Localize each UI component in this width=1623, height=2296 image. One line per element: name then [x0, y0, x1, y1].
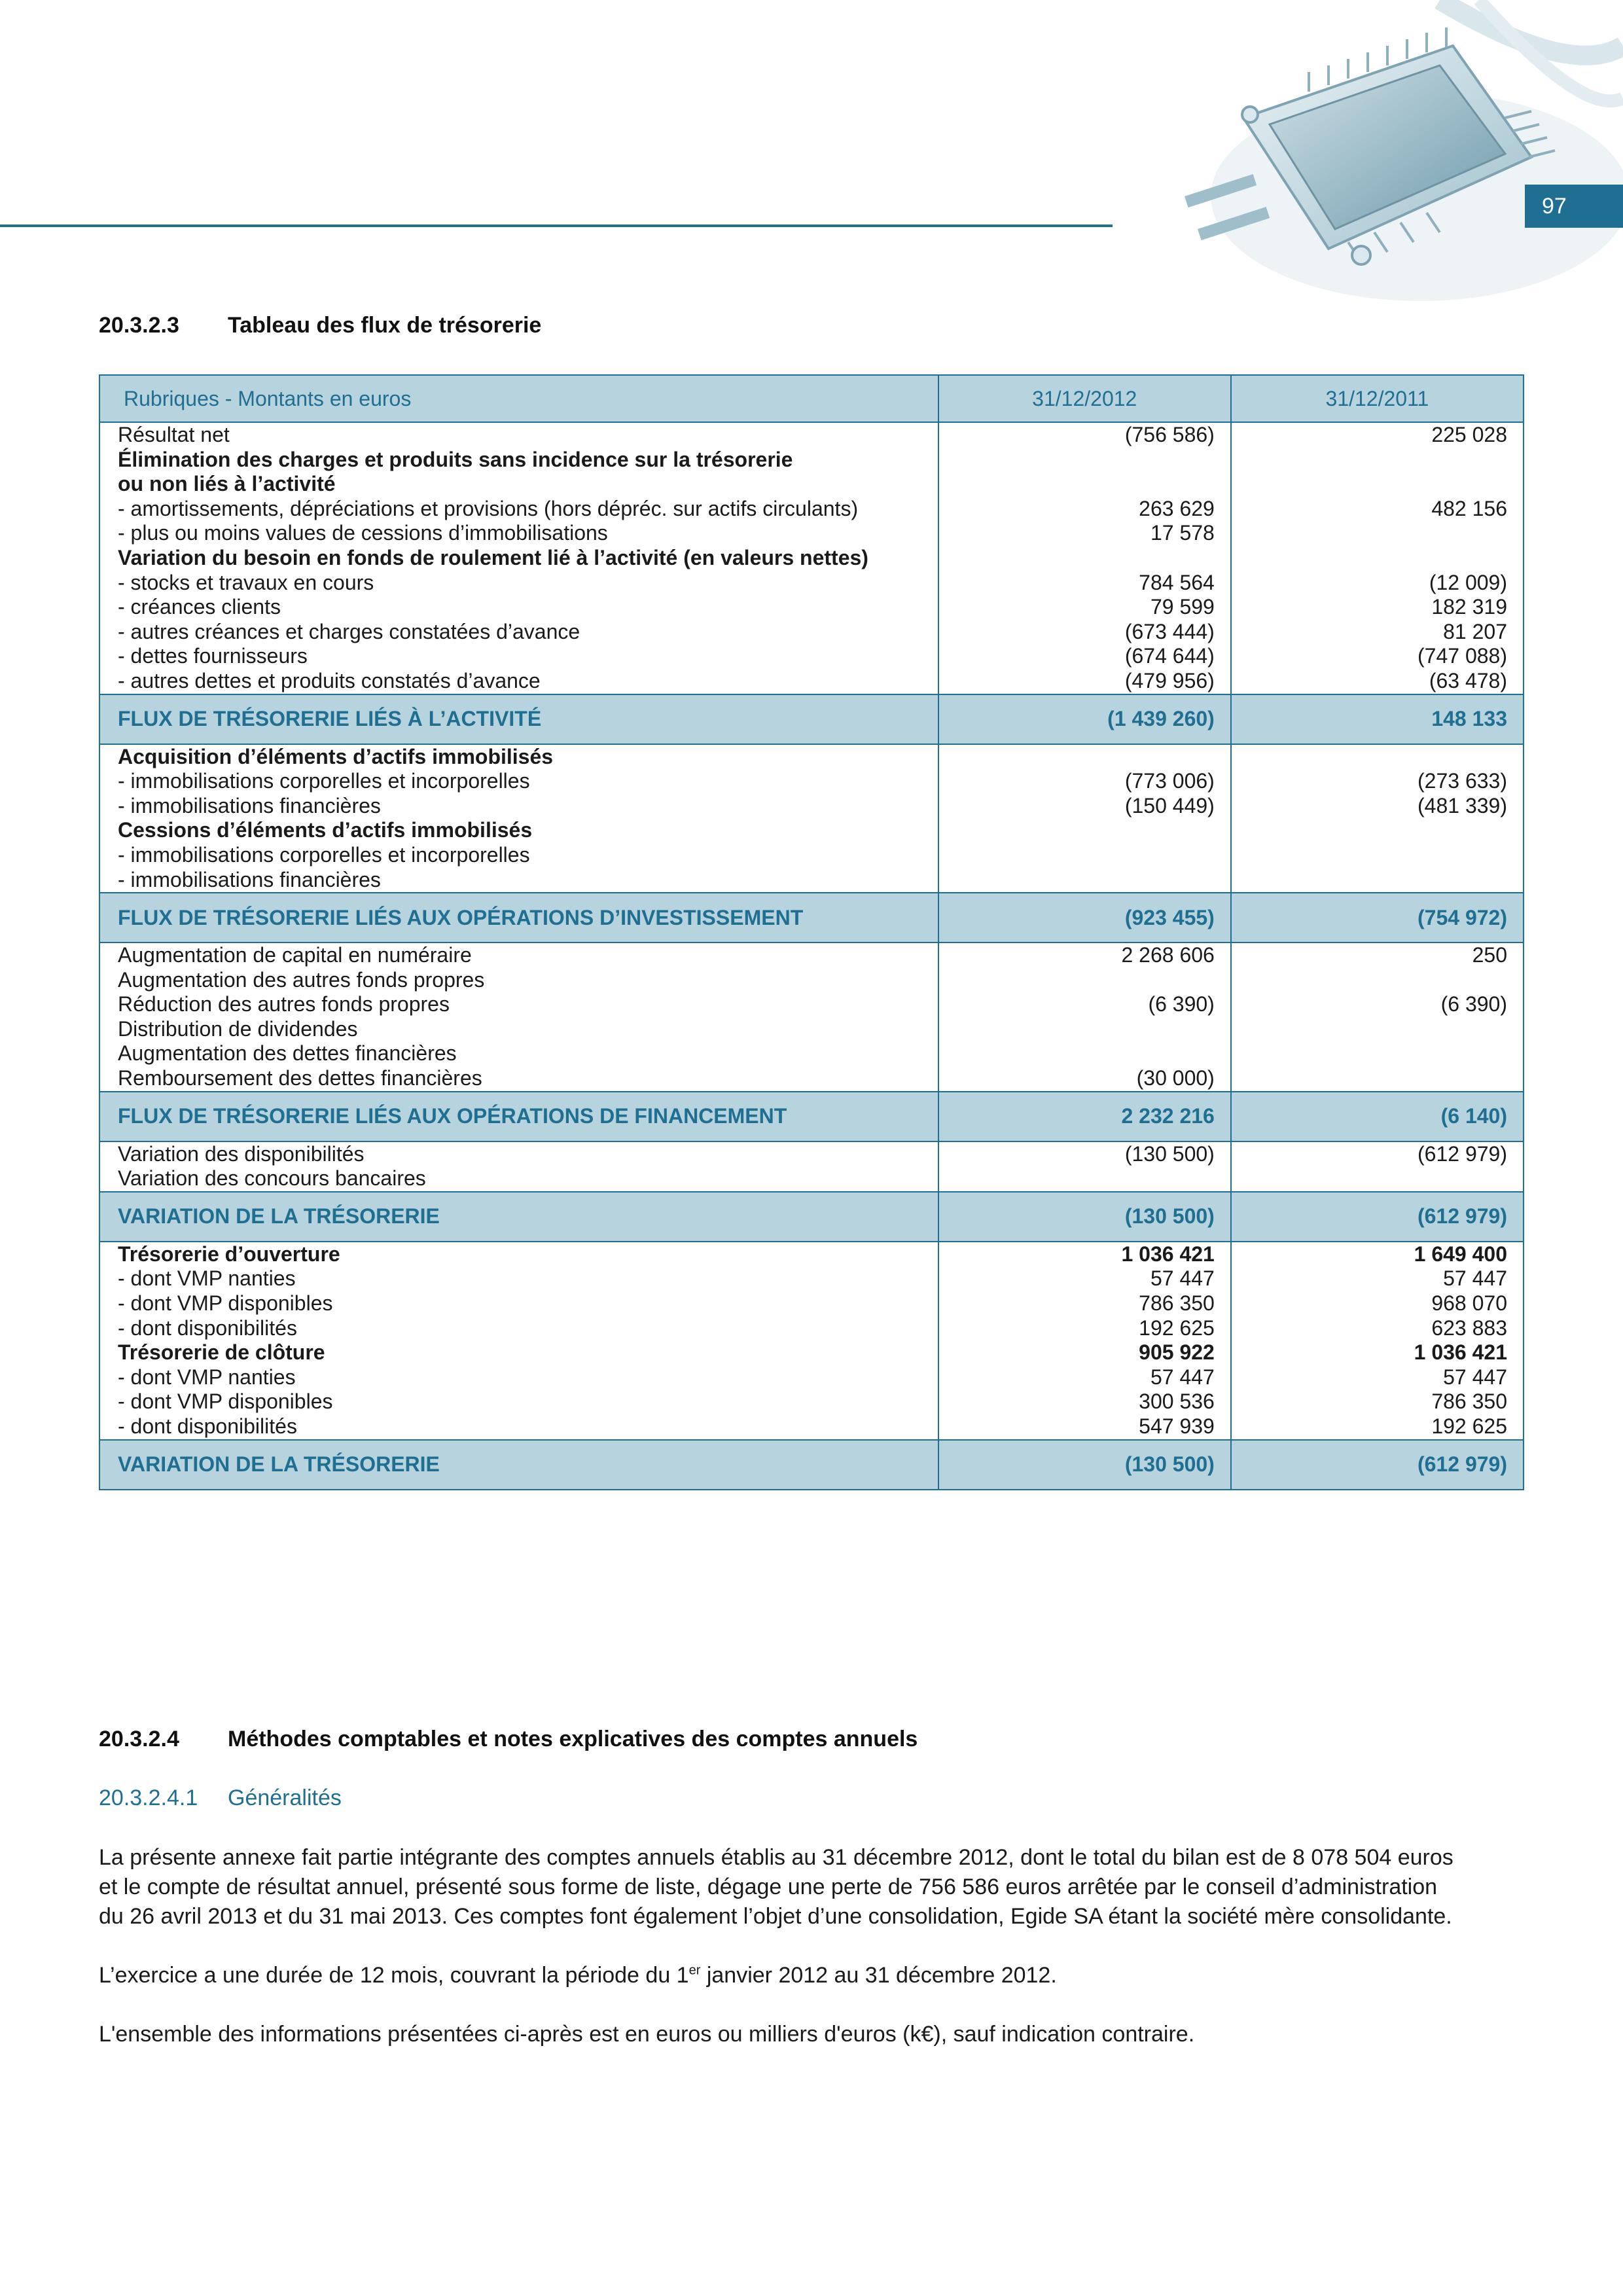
- value-2012: [939, 818, 1215, 843]
- table-body-block: [99, 942, 1524, 1092]
- value-2011: 623 883: [1431, 1316, 1507, 1340]
- table-cell: [1231, 744, 1524, 893]
- value-2011: [1232, 1041, 1507, 1066]
- value-2012: (479 956): [1124, 668, 1215, 692]
- table-cell: [1231, 1141, 1524, 1192]
- paragraph-line: du 26 avril 2013 et du 31 mai 2013. Ces comptes font également l’objet d’une consolidation, Egide SA étant la société mère consolidante.: [99, 1904, 1452, 1929]
- ordinal-superscript: er: [688, 1963, 701, 1978]
- row-label: - dont VMP disponibles: [118, 1390, 333, 1414]
- section-number: 20.3.2.4: [99, 1727, 179, 1751]
- value-2012: 786 350: [1139, 1291, 1215, 1316]
- section-heading-cash-flow: [99, 313, 541, 338]
- paragraph-text: janvier 2012 au 31 décembre 2012.: [700, 1963, 1057, 1988]
- table-cell: [938, 744, 1231, 893]
- value-2011: 81 207: [1443, 619, 1507, 643]
- value-2011: 225 028: [1431, 423, 1507, 446]
- paragraph-line: La présente annexe fait partie intégrante des comptes annuels établis au 31 décembre 2012, dont le total du bilan est de 8 078 504 euros: [99, 1845, 1454, 1870]
- table-body-block: [99, 1141, 1524, 1192]
- table-body-block: [99, 1242, 1524, 1440]
- row-label: - autres créances et charges constatées d’avance: [118, 619, 580, 643]
- row-label: Augmentation des autres fonds propres: [118, 967, 485, 992]
- row-label: - immobilisations corporelles et incorporelles: [118, 842, 530, 867]
- total-value-2012: (130 500): [938, 1440, 1231, 1490]
- value-2012: 57 447: [1150, 1365, 1215, 1389]
- row-label: - stocks et travaux en cours: [118, 570, 374, 594]
- table-body-block: [99, 422, 1524, 694]
- column-header-2011: 31/12/2011: [1231, 375, 1524, 422]
- value-2012: [939, 472, 1215, 497]
- value-2011: [1232, 448, 1507, 473]
- total-row: [99, 1440, 1524, 1490]
- total-value-2012: (130 500): [938, 1192, 1231, 1242]
- value-2011: [1232, 1017, 1507, 1042]
- value-2012: [939, 1017, 1215, 1042]
- column-header-2012: 31/12/2012: [938, 375, 1231, 422]
- paragraph-fiscal-year: [99, 1961, 1524, 1990]
- value-2012: 192 625: [1139, 1316, 1215, 1340]
- value-2011: 1 036 421: [1414, 1340, 1507, 1365]
- value-2012: (6 390): [1148, 992, 1215, 1016]
- row-label: Trésorerie de clôture: [118, 1340, 325, 1365]
- value-2012: 547 939: [1139, 1414, 1215, 1438]
- row-label: - autres dettes et produits constatés d’avance: [118, 668, 541, 692]
- value-2011: [1232, 1166, 1507, 1191]
- value-2012: 79 599: [1150, 595, 1215, 619]
- value-2011: (747 088): [1418, 644, 1507, 668]
- value-2011: (273 633): [1418, 769, 1507, 793]
- row-label: - dettes fournisseurs: [118, 644, 308, 668]
- value-2011: 57 447: [1443, 1365, 1507, 1389]
- value-2012: 300 536: [1139, 1390, 1215, 1414]
- value-2011: 250: [1472, 943, 1507, 967]
- section-title-text: Méthodes comptables et notes explicatives des comptes annuels: [228, 1727, 918, 1751]
- table-cell: [938, 1242, 1231, 1440]
- value-2012: [939, 968, 1215, 993]
- column-header-label: Rubriques - Montants en euros: [99, 375, 938, 422]
- row-label: Augmentation des dettes financières: [118, 1041, 457, 1066]
- value-2012: (130 500): [1124, 1141, 1215, 1166]
- value-2011: (6 390): [1440, 992, 1507, 1016]
- row-label: - créances clients: [118, 595, 281, 619]
- row-label: Résultat net: [118, 423, 230, 446]
- total-value-2012: 2 232 216: [938, 1092, 1231, 1141]
- row-label: Élimination des charges et produits sans incidence sur la trésorerie: [118, 447, 793, 471]
- table-header-row: [99, 375, 1524, 422]
- section-heading-methods: [99, 1727, 918, 1752]
- row-label: Acquisition d’éléments d’actifs immobilisés: [118, 744, 554, 768]
- subsection-title: Généralités: [228, 1785, 342, 1810]
- table-cell: [1231, 422, 1524, 694]
- value-2011: 192 625: [1431, 1414, 1507, 1438]
- value-2011: [1232, 818, 1507, 843]
- table-cell: [99, 942, 938, 1092]
- value-2011: 786 350: [1431, 1390, 1507, 1414]
- row-label: - dont disponibilités: [118, 1316, 297, 1340]
- table-cell: [99, 1141, 938, 1192]
- total-value-2011: (612 979): [1231, 1192, 1524, 1242]
- total-label: VARIATION DE LA TRÉSORERIE: [99, 1192, 938, 1242]
- total-value-2011: (6 140): [1231, 1092, 1524, 1141]
- value-2012: [939, 448, 1215, 473]
- table-cell: [938, 422, 1231, 694]
- value-2011: (612 979): [1418, 1141, 1507, 1166]
- value-2012: (673 444): [1124, 619, 1215, 643]
- row-label: Distribution de dividendes: [118, 1016, 358, 1041]
- table-body-block: [99, 744, 1524, 893]
- value-2012: (674 644): [1124, 644, 1215, 668]
- paragraph-line: et le compte de résultat annuel, présenté sous forme de liste, dégage une perte de 756 586 euros arrêtée par le conseil d’administration: [99, 1874, 1438, 1899]
- row-label: Cessions d’éléments d’actifs immobilisés: [118, 818, 533, 842]
- total-row: [99, 1092, 1524, 1141]
- row-label: Trésorerie d’ouverture: [118, 1242, 340, 1266]
- cash-flow-table: [99, 374, 1524, 1490]
- total-value-2011: (754 972): [1231, 893, 1524, 942]
- total-label: FLUX DE TRÉSORERIE LIÉS À L’ACTIVITÉ: [99, 694, 938, 744]
- paragraph-currency-note: L'ensemble des informations présentées ci-après est en euros ou milliers d'euros (k€), sauf indication contraire.: [99, 2022, 1195, 2047]
- value-2011: [1232, 472, 1507, 497]
- row-label: - plus ou moins values de cessions d’immobilisations: [118, 521, 608, 545]
- row-label: - dont VMP nanties: [118, 1266, 296, 1291]
- value-2012: (150 449): [1124, 793, 1215, 817]
- page-number: 97: [1525, 185, 1623, 228]
- value-2011: (481 339): [1418, 793, 1507, 817]
- row-label: ou non liés à l’activité: [118, 472, 336, 496]
- subsection-heading: [99, 1785, 342, 1811]
- value-2011: [1232, 868, 1507, 893]
- table-cell: [938, 942, 1231, 1092]
- value-2011: [1232, 1066, 1507, 1091]
- value-2012: [939, 1041, 1215, 1066]
- value-2012: [939, 745, 1215, 770]
- value-2012: 263 629: [1139, 496, 1215, 520]
- section-number: 20.3.2.3: [99, 313, 179, 338]
- value-2012: 905 922: [1139, 1340, 1215, 1365]
- value-2011: [1232, 745, 1507, 770]
- row-label: - amortissements, dépréciations et provisions (hors dépréc. sur actifs circulants): [118, 496, 859, 520]
- total-label: FLUX DE TRÉSORERIE LIÉS AUX OPÉRATIONS D’INVESTISSEMENT: [99, 893, 938, 942]
- value-2011: (12 009): [1429, 570, 1507, 594]
- table-cell: [99, 1242, 938, 1440]
- paragraph-text: L’exercice a une durée de 12 mois, couvrant la période du 1: [99, 1963, 689, 1988]
- value-2012: 57 447: [1150, 1266, 1215, 1291]
- total-value-2012: (923 455): [938, 893, 1231, 942]
- value-2011: 1 649 400: [1414, 1242, 1507, 1266]
- value-2011: [1232, 521, 1507, 546]
- table-cell: [99, 744, 938, 893]
- value-2012: (30 000): [1136, 1066, 1215, 1090]
- total-row: [99, 1192, 1524, 1242]
- paragraph-annex-intro: [99, 1843, 1524, 1931]
- value-2011: 57 447: [1443, 1266, 1507, 1291]
- row-label: - immobilisations financières: [118, 867, 381, 891]
- value-2012: (756 586): [1124, 423, 1215, 446]
- value-2011: (63 478): [1429, 668, 1507, 692]
- value-2012: [939, 1166, 1215, 1191]
- row-label: Variation du besoin en fonds de roulement lié à l’activité (en valeurs nettes): [118, 545, 868, 569]
- total-label: FLUX DE TRÉSORERIE LIÉS AUX OPÉRATIONS DE FINANCEMENT: [99, 1092, 938, 1141]
- total-row: [99, 893, 1524, 942]
- component-illustration: [1113, 0, 1623, 308]
- row-label: Réduction des autres fonds propres: [118, 992, 450, 1016]
- table-cell: [1231, 942, 1524, 1092]
- value-2011: 182 319: [1431, 595, 1507, 619]
- row-label: - dont VMP disponibles: [118, 1291, 333, 1316]
- value-2012: [939, 843, 1215, 868]
- value-2011: [1232, 843, 1507, 868]
- section-title-text: Tableau des flux de trésorerie: [228, 313, 542, 338]
- header-rule: [0, 224, 1113, 227]
- value-2012: [939, 546, 1215, 571]
- row-label: Variation des concours bancaires: [118, 1166, 426, 1191]
- total-value-2011: (612 979): [1231, 1440, 1524, 1490]
- row-label: - dont VMP nanties: [118, 1365, 296, 1389]
- value-2011: [1232, 968, 1507, 993]
- table-cell: [1231, 1242, 1524, 1440]
- table-cell: [938, 1141, 1231, 1192]
- value-2012: 1 036 421: [1121, 1242, 1215, 1266]
- row-label: Augmentation de capital en numéraire: [118, 943, 472, 967]
- value-2012: 784 564: [1139, 570, 1215, 594]
- table-cell: [99, 422, 938, 694]
- value-2012: 2 268 606: [1121, 943, 1215, 967]
- value-2012: [939, 868, 1215, 893]
- value-2012: 17 578: [1150, 521, 1215, 545]
- total-label: VARIATION DE LA TRÉSORERIE: [99, 1440, 938, 1490]
- value-2012: (773 006): [1124, 769, 1215, 793]
- subsection-number: 20.3.2.4.1: [99, 1785, 198, 1810]
- row-label: - dont disponibilités: [118, 1414, 297, 1438]
- value-2011: 968 070: [1431, 1291, 1507, 1316]
- total-value-2011: 148 133: [1231, 694, 1524, 744]
- row-label: Variation des disponibilités: [118, 1141, 365, 1166]
- row-label: - immobilisations financières: [118, 793, 381, 817]
- value-2011: [1232, 546, 1507, 571]
- total-row: [99, 694, 1524, 744]
- total-value-2012: (1 439 260): [938, 694, 1231, 744]
- value-2011: 482 156: [1431, 496, 1507, 520]
- row-label: - immobilisations corporelles et incorporelles: [118, 769, 530, 793]
- row-label: Remboursement des dettes financières: [118, 1066, 482, 1090]
